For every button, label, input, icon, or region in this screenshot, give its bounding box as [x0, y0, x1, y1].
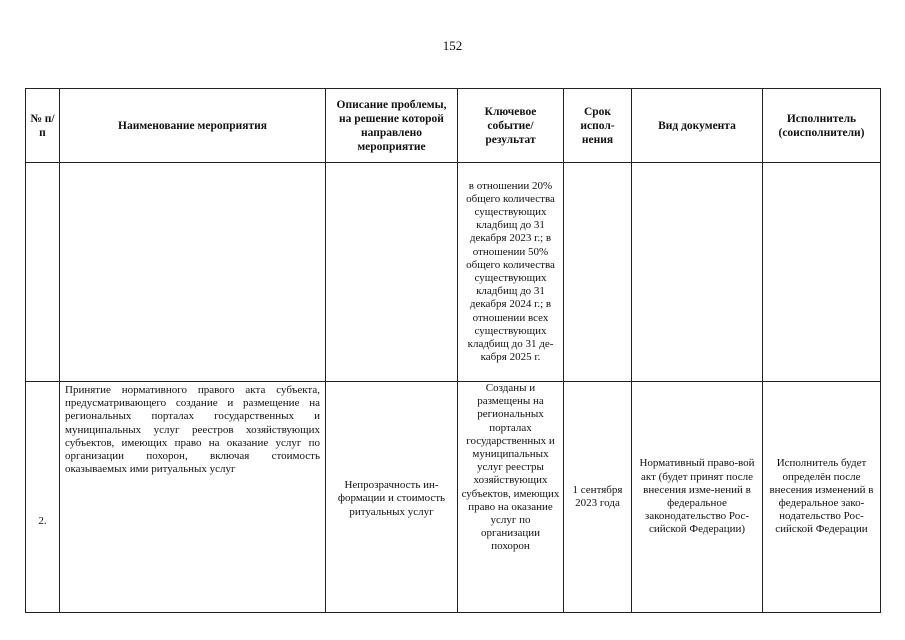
page-number: 152 — [442, 38, 463, 53]
header-name: Наименование мероприятия — [60, 89, 326, 163]
measures-table — [25, 88, 881, 613]
table-row-continuation — [26, 163, 881, 382]
header-executor: Исполнитель (соисполнители) — [763, 89, 881, 163]
cell-num: 2. — [26, 382, 60, 613]
cell-problem: Непрозрачность ин-формации и стоимость ритуальных услуг — [326, 382, 458, 613]
cell-result: в отношении 20% общего количества существующих кладбищ до 31 декабря 2023 г.; в отношении 50% общего количества существующих кладбищ до 31 декабря 2024 г.; в отношении всех существующих кладбищ до 31 де-кабря 2025 г. — [458, 163, 564, 382]
cell-executor: Исполнитель будет определён после внесения изменений в федеральное зако-нодательство Рос-сийской Федерации — [763, 382, 881, 613]
cell-executor — [763, 163, 881, 382]
cell-result: Созданы и размещены на региональных порталах государственных и муниципальных услуг реестры хозяйствующих субъектов, имеющих право на оказание услуг по организации похорон — [458, 382, 564, 613]
cell-num — [26, 163, 60, 382]
header-row — [26, 89, 881, 163]
header-problem: Описание проблемы, на решение которой направлено мероприятие — [326, 89, 458, 163]
cell-problem — [326, 163, 458, 382]
header-term: Срок испол-нения — [564, 89, 632, 163]
cell-name — [60, 163, 326, 382]
cell-term — [564, 163, 632, 382]
header-doc: Вид документа — [632, 89, 763, 163]
cell-term: 1 сентября 2023 года — [564, 382, 632, 613]
table-row — [26, 382, 881, 613]
cell-doc: Нормативный право-вой акт (будет принят после внесения изме-нений в федеральное законодательство Рос-сийской Федерации) — [632, 382, 763, 613]
cell-doc — [632, 163, 763, 382]
header-event: Ключевое событие/ результат — [458, 89, 564, 163]
cell-name: Принятие нормативного правого акта субъекта, предусматривающего создание и размещение на региональных порталах государственных и муниципальных услуг реестров хозяйствующих субъектов, имеющих право на оказание услуг по организации похорон, включая стоимость оказываемых ими ритуальных услуг — [60, 382, 326, 613]
header-num: № п/п — [26, 89, 60, 163]
